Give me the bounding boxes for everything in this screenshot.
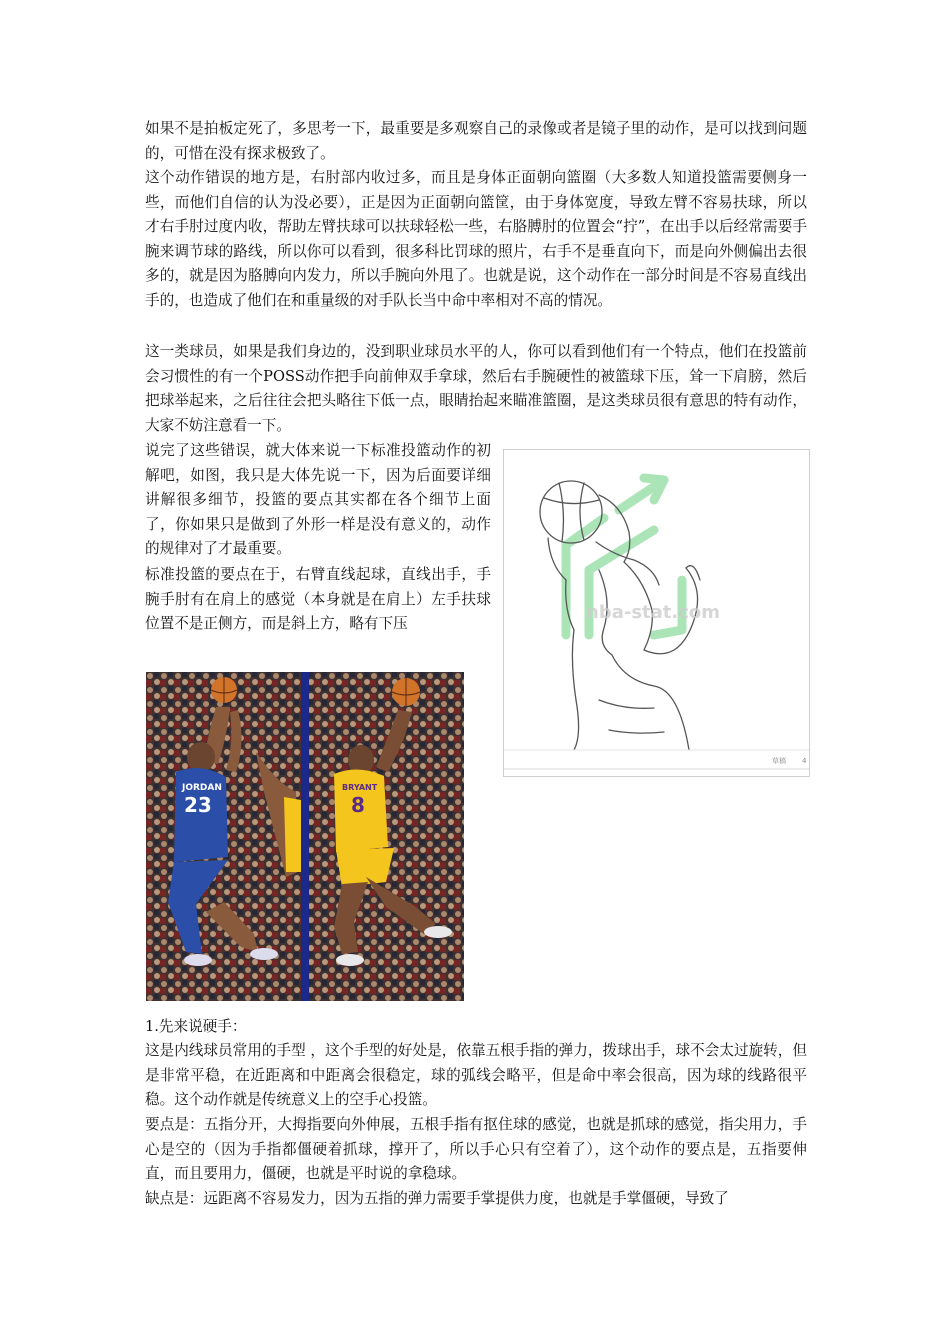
paragraph-6: 这是内线球员常用的手型 ，这个手型的好处是，依靠五根手指的弹力，拨球出手，球不会太过旋转，但是非常平稳，在近距离和中距离会很稳定，球的弧线会略平，但是命中率会很高，因为球的线路很平稳。这个动作就是传统意义上的空手心投篮。 <box>145 1042 807 1109</box>
shooting-sketch-drawing <box>504 450 809 776</box>
section-heading-hard-hand: 1.先来说硬手： <box>145 1018 247 1035</box>
paragraph-3: 这一类球员，如果是我们身边的，没到职业球员水平的人，你可以看到他们有一个特点，他们在投篮前会习惯性的有一个POSS动作把手向前伸双手拿球，然后右手腕硬性的被篮球下压，耸一下肩膀，然后把球举起来，之后往往会把头略往下低一点，眼睛抬起来瞄准篮圈，是这类球员很有意思的特有动作，大家不妨注意看一下。 <box>145 343 807 434</box>
sketch-footer-left: 草稿 <box>772 757 786 765</box>
right-jersey-name: BRYANT <box>342 783 378 792</box>
paragraph-4: 说完了这些错误，就大体来说一下标准投篮动作的初解吧，如图，我只是大体先说一下，因为后面要详细讲解很多细节，投篮的要点其实都在各个细节上面了，你如果只是做到了外形一样是没有意义的，动作的规律对了才最重要。 <box>145 442 491 558</box>
paragraph-8: 缺点是：远距离不容易发力，因为五指的弹力需要手掌提供力度，也就是手掌僵硬，导致了 <box>145 1190 729 1207</box>
sketch-watermark: nba-stat.com <box>586 602 721 623</box>
shooting-photo <box>146 672 464 1001</box>
shooting-sketch-figure <box>503 449 810 777</box>
paragraph-1: 如果不是拍板定死了，多思考一下，最重要是多观察自己的录像或者是镜子里的动作，是可以找到问题的，可惜在没有探求极致了。 <box>145 120 807 162</box>
left-jersey-number: 23 <box>184 793 212 817</box>
right-jersey-number: 8 <box>351 793 365 817</box>
paragraph-7: 要点是：五指分开，大拇指要向外伸展，五根手指有抠住球的感觉，也就是抓球的感觉，指尖用力，手心是空的（因为手指都僵硬着抓球，撑开了，所以手心只有空着了），这个动作的要点是，五指要伸直，而且要用力，僵硬，也就是平时说的拿稳球。 <box>145 1116 807 1183</box>
paragraph-5: 标准投篮的要点在于，右臂直线起球，直线出手，手腕手肘有在肩上的感觉（本身就是在肩上）左手扶球位置不是正侧方，而是斜上方，略有下压 <box>145 566 491 633</box>
sketch-footer-right: 4 <box>802 757 807 765</box>
paragraph-2: 这个动作错误的地方是，右肘部内收过多，而且是身体正面朝向篮圈（大多数人知道投篮需要侧身一些，而他们自信的认为没必要），正是因为正面朝向篮筐，由于身体宽度，导致左臂不容易扶球，所以才右手肘过度内收，帮助左臂扶球可以扶球轻松一些，右胳膊肘的位置会“拧”，在出手以后经常需要手腕来调节球的路线，所以你可以看到，很多科比罚球的照片，右手不是垂直向下，而是向外侧偏出去很多的，就是因为胳膊向内发力，所以手腕向外甩了。也就是说，这个动作在一部分时间是不容易直线出手的，也造成了他们在和重量级的对手队长当中命中率相对不高的情况。 <box>145 169 807 309</box>
left-jersey-name: JORDAN <box>182 783 222 793</box>
shooting-photo-figure <box>146 672 464 1001</box>
